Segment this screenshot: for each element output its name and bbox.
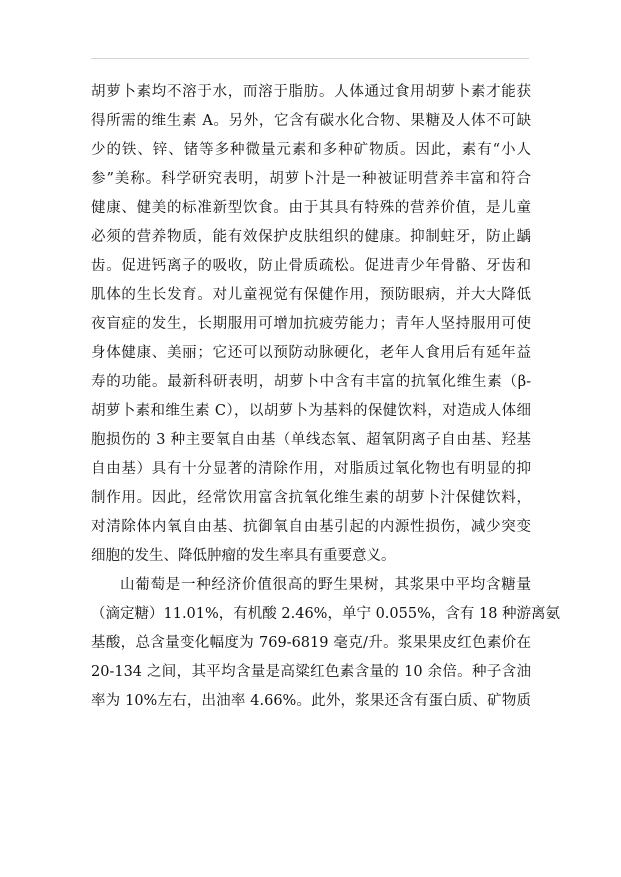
document-body [91,78,561,716]
text-line: 健康、健美的标准新型饮食。由于其具有特殊的营养价值，是儿童 [91,200,531,216]
text-line: 肌体的生长发育。对儿童视觉有保健作用，预防眼病，并大大降低 [91,287,531,303]
text-line: 胡萝卜素均不溶于水，而溶于脂肪。人体通过食用胡萝卜素才能获 [91,84,531,100]
paragraph-wild-grape [91,571,561,716]
text-line: 齿。促进钙离子的吸收，防止骨质疏松。促进青少年骨骼、牙齿和 [91,258,531,274]
text-line: 自由基）具有十分显著的清除作用，对脂质过氧化物也有明显的抑 [91,461,531,477]
text-line: 寿的功能。最新科研表明，胡萝卜中含有丰富的抗氧化维生素（β- [91,374,531,390]
text-line: 夜盲症的发生，长期服用可增加抗疲劳能力；青年人坚持服用可使 [91,316,531,332]
text-line: 对清除体内氧自由基、抗御氧自由基引起的内源性损伤，减少突变 [91,519,531,535]
text-line: 制作用。因此，经常饮用富含抗氧化维生素的胡萝卜汁保健饮料， [91,490,531,506]
text-line: 胞损伤的 3 种主要氧自由基（单线态氧、超氧阴离子自由基、羟基 [91,432,531,448]
text-line: （滴定糖）11.01%，有机酸 2.46%，单宁 0.055%，含有 18 种游离氨 [91,606,561,622]
text-line: 少的铁、锌、锗等多种微量元素和多种矿物质。因此，素有“小人 [91,142,531,158]
text-line: 山葡萄是一种经济价值很高的野生果树，其浆果中平均含糖量 [120,577,531,593]
text-line: 得所需的维生素 A。另外，它含有碳水化合物、果糖及人体不可缺 [91,113,531,129]
text-line: 20-134 之间，其平均含量是高粱红色素含量的 10 余倍。种子含油 [91,664,531,680]
text-line: 必须的营养物质，能有效保护皮肤组织的健康。抑制蛀牙，防止龋 [91,229,531,245]
text-line: 细胞的发生、降低肿瘤的发生率具有重要意义。 [91,548,396,564]
text-line: 胡萝卜素和维生素 C），以胡萝卜为基料的保健饮料，对造成人体细 [91,403,531,419]
text-line: 率为 10%左右，出油率 4.66%。此外，浆果还含有蛋白质、矿物质 [91,693,531,709]
text-line: 身体健康、美丽；它还可以预防动脉硬化，老年人食用后有延年益 [91,345,531,361]
text-line: 基酸，总含量变化幅度为 769-6819 毫克/升。浆果果皮红色素价在 [91,635,531,651]
paragraph-carrot [91,78,531,571]
text-line: 参”美称。科学研究表明，胡萝卜汁是一种被证明营养丰富和符合 [91,171,531,187]
page-header-rule [91,58,529,59]
